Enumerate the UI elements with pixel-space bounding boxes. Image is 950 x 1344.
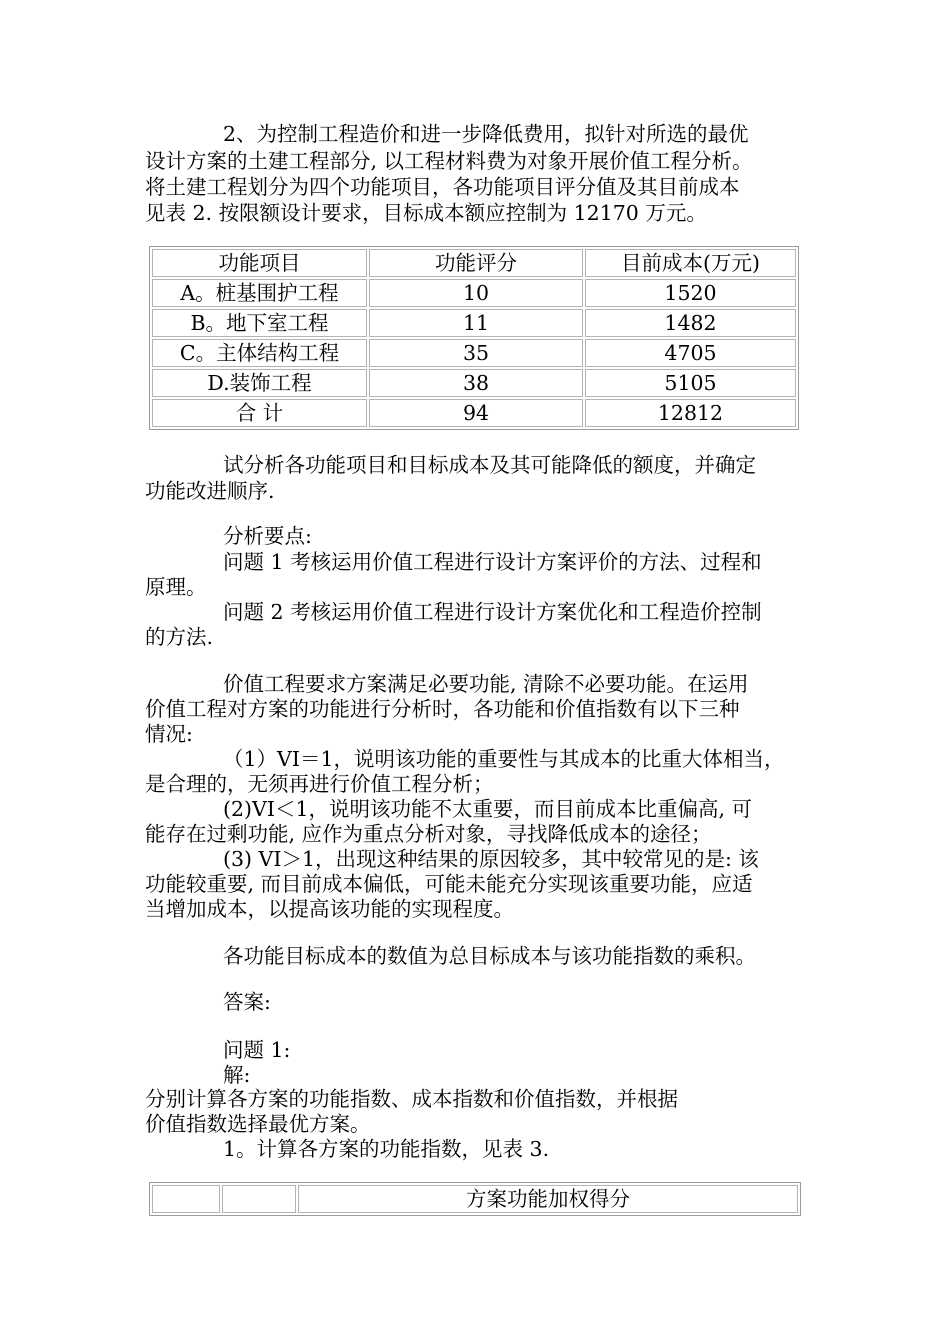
analysis-line: 原理。 bbox=[145, 575, 207, 599]
table-cell: A。桩基围护工程 bbox=[152, 279, 367, 307]
answer-label: 答案: bbox=[223, 990, 271, 1014]
value-eng-line: 情况: bbox=[145, 722, 193, 746]
table-header-cell: 目前成本(万元) bbox=[585, 249, 796, 277]
value-eng-line: 是合理的，无须再进行价值工程分析； bbox=[145, 772, 494, 796]
table-cell: C。主体结构工程 bbox=[152, 339, 367, 367]
table-cell: 4705 bbox=[585, 339, 796, 367]
table-header-row bbox=[152, 249, 796, 277]
table-total-row bbox=[152, 399, 796, 427]
table-header-cell bbox=[222, 1185, 296, 1213]
table-cell: 10 bbox=[369, 279, 583, 307]
table-cell: B。地下室工程 bbox=[152, 309, 367, 337]
intro-line-1: 2、为控制工程造价和进一步降低费用，拟针对所选的最优 bbox=[223, 122, 749, 146]
question-line-1: 试分析各功能项目和目标成本及其可能降低的额度，并确定 bbox=[223, 453, 756, 477]
q1-line: 分别计算各方案的功能指数、成本指数和价值指数，并根据 bbox=[145, 1087, 678, 1111]
function-cost-table bbox=[149, 246, 799, 430]
table-cell: D.装饰工程 bbox=[152, 369, 367, 397]
q1-line: 解: bbox=[223, 1063, 251, 1087]
intro-line-2: 设计方案的土建工程部分, 以工程材料费为对象开展价值工程分析。 bbox=[145, 149, 753, 173]
value-eng-line: 功能较重要, 而目前成本偏低，可能未能充分实现该重要功能，应适 bbox=[145, 872, 753, 896]
table-row bbox=[152, 369, 796, 397]
value-eng-line: (3) VI＞1，出现这种结果的原因较多，其中较常见的是: 该 bbox=[223, 847, 759, 871]
analysis-line: 问题 2 考核运用价值工程进行设计方案优化和工程造价控制 bbox=[223, 600, 762, 624]
value-eng-line: （1）VI＝1，说明该功能的重要性与其成本的比重大体相当， bbox=[223, 747, 785, 771]
table-cell: 1520 bbox=[585, 279, 796, 307]
scheme-function-table bbox=[149, 1182, 801, 1216]
table-cell: 35 bbox=[369, 339, 583, 367]
table-row bbox=[152, 339, 796, 367]
intro-line-3: 将土建工程划分为四个功能项目，各功能项目评分值及其目前成本 bbox=[145, 175, 740, 199]
table-cell: 5105 bbox=[585, 369, 796, 397]
value-eng-line: 当增加成本，以提高该功能的实现程度。 bbox=[145, 897, 514, 921]
table-header-cell: 功能评分 bbox=[369, 249, 583, 277]
analysis-line: 问题 1 考核运用价值工程进行设计方案评价的方法、过程和 bbox=[223, 550, 762, 574]
value-eng-line: (2)VI＜1，说明该功能不太重要，而目前成本比重偏高, 可 bbox=[223, 797, 753, 821]
table-header-cell: 功能项目 bbox=[152, 249, 367, 277]
table-cell: 11 bbox=[369, 309, 583, 337]
table-cell: 合 计 bbox=[152, 399, 367, 427]
value-eng-line: 价值工程要求方案满足必要功能, 清除不必要功能。在运用 bbox=[223, 672, 749, 696]
table-header-cell bbox=[152, 1185, 220, 1213]
table-cell: 38 bbox=[369, 369, 583, 397]
q1-line: 1。计算各方案的功能指数，见表 3. bbox=[223, 1137, 550, 1161]
analysis-line: 的方法. bbox=[145, 625, 214, 649]
table-row bbox=[152, 279, 796, 307]
table-row bbox=[152, 309, 796, 337]
q1-line: 问题 1: bbox=[223, 1038, 291, 1062]
analysis-heading: 分析要点: bbox=[223, 524, 312, 548]
table-cell: 94 bbox=[369, 399, 583, 427]
target-cost-line: 各功能目标成本的数值为总目标成本与该功能指数的乘积。 bbox=[223, 944, 756, 968]
value-eng-line: 能存在过剩功能, 应作为重点分析对象，寻找降低成本的途径； bbox=[145, 822, 712, 846]
value-eng-line: 价值工程对方案的功能进行分析时，各功能和价值指数有以下三种 bbox=[145, 697, 740, 721]
table-header-row bbox=[152, 1185, 798, 1213]
intro-line-4: 见表 2. 按限额设计要求，目标成本额应控制为 12170 万元。 bbox=[145, 201, 707, 225]
question-line-2: 功能改进顺序. bbox=[145, 479, 275, 503]
table-cell: 1482 bbox=[585, 309, 796, 337]
table-cell: 12812 bbox=[585, 399, 796, 427]
q1-line: 价值指数选择最优方案。 bbox=[145, 1112, 371, 1136]
table-header-cell: 方案功能加权得分 bbox=[298, 1185, 798, 1213]
